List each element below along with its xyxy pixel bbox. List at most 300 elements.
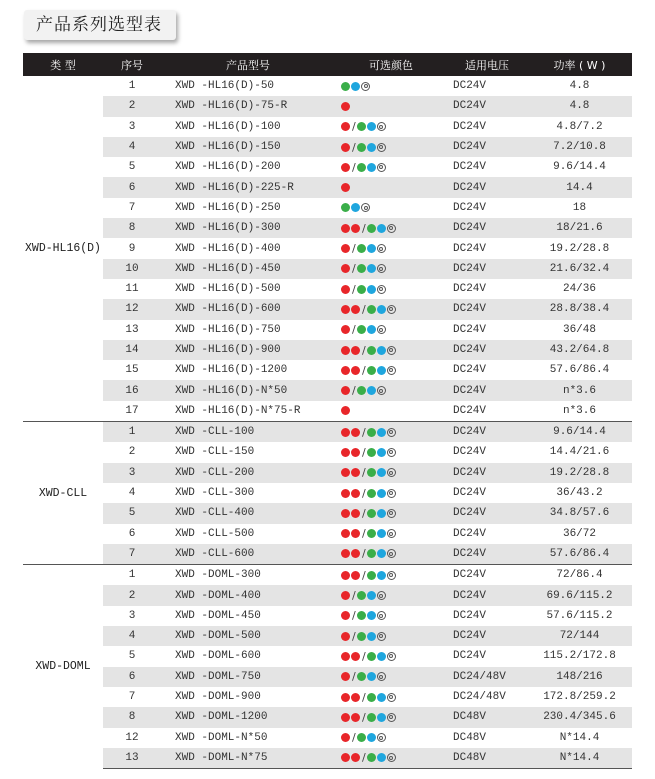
red-color-dot (351, 529, 360, 538)
row-number: 8 (103, 218, 161, 238)
model-number: XWD -HL16(D)-N*75-R (161, 401, 335, 422)
voltage: DC48V (447, 707, 527, 727)
color-separator: / (362, 710, 366, 724)
color-options (335, 76, 447, 96)
row-number: 13 (103, 320, 161, 340)
table-row (23, 707, 632, 727)
color-options (335, 606, 447, 626)
voltage: DC24V (447, 117, 527, 137)
red-color-dot (341, 366, 350, 375)
row-number: 6 (103, 524, 161, 544)
color-separator: / (352, 589, 356, 603)
table-row (23, 606, 632, 626)
model-number: XWD -DOML-600 (161, 646, 335, 666)
white-color-ring-icon (387, 346, 396, 355)
power: 14.4 (527, 177, 632, 197)
color-options (335, 503, 447, 523)
green-color-dot (367, 448, 376, 457)
red-color-dot (341, 264, 350, 273)
white-color-ring-icon (387, 753, 396, 762)
white-color-ring-icon (387, 549, 396, 558)
blue-color-dot (367, 285, 376, 294)
red-color-dot (341, 489, 350, 498)
green-color-dot (357, 733, 366, 742)
color-options (335, 728, 447, 748)
white-color-ring-icon (377, 264, 386, 273)
color-options (335, 748, 447, 769)
power: 28.8/38.4 (527, 299, 632, 319)
blue-color-dot (377, 529, 386, 538)
color-separator: / (362, 302, 366, 316)
green-color-dot (357, 632, 366, 641)
color-separator: / (352, 609, 356, 623)
series-type: XWD-CLL (23, 422, 103, 565)
voltage: DC48V (447, 748, 527, 769)
white-color-ring-icon (377, 632, 386, 641)
color-separator: / (362, 486, 366, 500)
voltage: DC24V (447, 380, 527, 400)
row-number: 15 (103, 360, 161, 380)
color-options (335, 422, 447, 443)
color-separator: / (362, 649, 366, 663)
power: 69.6/115.2 (527, 585, 632, 605)
power: 72/86.4 (527, 565, 632, 586)
green-color-dot (367, 529, 376, 538)
table-row (23, 442, 632, 462)
color-options (335, 463, 447, 483)
voltage: DC24V (447, 137, 527, 157)
table-row (23, 748, 632, 769)
red-color-dot (341, 632, 350, 641)
red-color-dot (341, 733, 350, 742)
color-options (335, 401, 447, 422)
color-separator: / (362, 547, 366, 561)
red-color-dot (341, 183, 350, 192)
power: 4.8/7.2 (527, 117, 632, 137)
green-color-dot (357, 325, 366, 334)
row-number: 9 (103, 238, 161, 258)
green-color-dot (367, 428, 376, 437)
white-color-ring-icon (377, 285, 386, 294)
row-number: 4 (103, 483, 161, 503)
table-body (23, 76, 632, 769)
color-separator: / (362, 568, 366, 582)
blue-color-dot (377, 571, 386, 580)
color-options (335, 360, 447, 380)
row-number: 17 (103, 401, 161, 422)
voltage: DC24V (447, 279, 527, 299)
model-number: XWD -DOML-1200 (161, 707, 335, 727)
model-number: XWD -HL16(D)-150 (161, 137, 335, 157)
model-number: XWD -DOML-500 (161, 626, 335, 646)
color-options (335, 177, 447, 197)
table-row (23, 259, 632, 279)
color-options (335, 544, 447, 565)
white-color-ring-icon (387, 693, 396, 702)
blue-color-dot (377, 753, 386, 762)
table-row (23, 544, 632, 565)
voltage: DC24V (447, 565, 527, 586)
color-separator: / (362, 221, 366, 235)
model-number: XWD -CLL-150 (161, 442, 335, 462)
blue-color-dot (377, 489, 386, 498)
voltage: DC24/48V (447, 667, 527, 687)
row-number: 2 (103, 585, 161, 605)
table-row (23, 76, 632, 96)
white-color-ring-icon (377, 386, 386, 395)
red-color-dot (341, 753, 350, 762)
series-type: XWD-DOML (23, 565, 103, 769)
header-no: 序号 (103, 53, 161, 76)
color-separator: / (362, 690, 366, 704)
red-color-dot (341, 529, 350, 538)
red-color-dot (341, 549, 350, 558)
model-number: XWD -DOML-450 (161, 606, 335, 626)
red-color-dot (351, 652, 360, 661)
color-separator: / (362, 466, 366, 480)
voltage: DC24V (447, 442, 527, 462)
model-number: XWD -HL16(D)-750 (161, 320, 335, 340)
table-row (23, 218, 632, 238)
green-color-dot (341, 82, 350, 91)
row-number: 12 (103, 299, 161, 319)
model-number: XWD -HL16(D)-100 (161, 117, 335, 137)
blue-color-dot (377, 468, 386, 477)
red-color-dot (351, 448, 360, 457)
power: 72/144 (527, 626, 632, 646)
table-row (23, 463, 632, 483)
red-color-dot (341, 143, 350, 152)
green-color-dot (357, 122, 366, 131)
red-color-dot (341, 285, 350, 294)
white-color-ring-icon (387, 529, 396, 538)
model-number: XWD -CLL-200 (161, 463, 335, 483)
color-separator: / (352, 384, 356, 398)
row-number: 12 (103, 728, 161, 748)
table-row (23, 137, 632, 157)
red-color-dot (341, 509, 350, 518)
color-options (335, 117, 447, 137)
power: 24/36 (527, 279, 632, 299)
white-color-ring-icon (387, 468, 396, 477)
model-number: XWD -HL16(D)-75-R (161, 96, 335, 116)
header-model: 产品型号 (161, 53, 335, 76)
blue-color-dot (351, 203, 360, 212)
series-type: XWD-HL16(D) (23, 76, 103, 422)
green-color-dot (367, 366, 376, 375)
row-number: 3 (103, 606, 161, 626)
white-color-ring-icon (387, 652, 396, 661)
power: 9.6/14.4 (527, 422, 632, 443)
white-color-ring-icon (377, 591, 386, 600)
table-row (23, 401, 632, 422)
red-color-dot (341, 571, 350, 580)
row-number: 1 (103, 76, 161, 96)
voltage: DC24V (447, 463, 527, 483)
blue-color-dot (367, 591, 376, 600)
red-color-dot (351, 713, 360, 722)
voltage: DC24V (447, 259, 527, 279)
table-row (23, 238, 632, 258)
red-color-dot (341, 244, 350, 253)
table-row (23, 565, 632, 586)
color-options (335, 626, 447, 646)
row-number: 10 (103, 259, 161, 279)
power: 115.2/172.8 (527, 646, 632, 666)
red-color-dot (351, 489, 360, 498)
header-colors: 可选颜色 (335, 53, 447, 76)
green-color-dot (367, 224, 376, 233)
row-number: 2 (103, 96, 161, 116)
model-number: XWD -DOML-750 (161, 667, 335, 687)
white-color-ring-icon (377, 143, 386, 152)
color-separator: / (352, 282, 356, 296)
table-row (23, 626, 632, 646)
white-color-ring-icon (387, 428, 396, 437)
white-color-ring-icon (387, 224, 396, 233)
power: 148/216 (527, 667, 632, 687)
blue-color-dot (367, 611, 376, 620)
table-row (23, 157, 632, 177)
voltage: DC24V (447, 177, 527, 197)
red-color-dot (341, 672, 350, 681)
blue-color-dot (367, 672, 376, 681)
header-type: 类 型 (23, 53, 103, 76)
voltage: DC24V (447, 157, 527, 177)
power: n*3.6 (527, 380, 632, 400)
green-color-dot (357, 143, 366, 152)
table-row (23, 483, 632, 503)
table-row (23, 422, 632, 443)
white-color-ring-icon (361, 82, 370, 91)
color-options (335, 340, 447, 360)
blue-color-dot (377, 652, 386, 661)
color-options (335, 687, 447, 707)
blue-color-dot (377, 346, 386, 355)
green-color-dot (367, 549, 376, 558)
color-options (335, 524, 447, 544)
voltage: DC24V (447, 606, 527, 626)
row-number: 6 (103, 177, 161, 197)
model-number: XWD -HL16(D)-450 (161, 259, 335, 279)
green-color-dot (367, 713, 376, 722)
voltage: DC24V (447, 524, 527, 544)
color-separator: / (352, 140, 356, 154)
voltage: DC24V (447, 544, 527, 565)
power: N*14.4 (527, 748, 632, 769)
red-color-dot (351, 571, 360, 580)
voltage: DC24V (447, 96, 527, 116)
color-options (335, 646, 447, 666)
color-options (335, 585, 447, 605)
model-number: XWD -HL16(D)-200 (161, 157, 335, 177)
voltage: DC24V (447, 299, 527, 319)
white-color-ring-icon (377, 122, 386, 131)
color-options (335, 299, 447, 319)
model-number: XWD -HL16(D)-1200 (161, 360, 335, 380)
model-number: XWD -DOML-900 (161, 687, 335, 707)
white-color-ring-icon (377, 163, 386, 172)
voltage: DC24V (447, 401, 527, 422)
voltage: DC24V (447, 483, 527, 503)
blue-color-dot (377, 305, 386, 314)
power: 9.6/14.4 (527, 157, 632, 177)
color-options (335, 198, 447, 218)
red-color-dot (351, 224, 360, 233)
white-color-ring-icon (377, 244, 386, 253)
power: 19.2/28.8 (527, 463, 632, 483)
table-row (23, 524, 632, 544)
red-color-dot (341, 652, 350, 661)
color-options (335, 218, 447, 238)
blue-color-dot (351, 82, 360, 91)
power: 43.2/64.8 (527, 340, 632, 360)
model-number: XWD -HL16(D)-300 (161, 218, 335, 238)
green-color-dot (367, 571, 376, 580)
model-number: XWD -HL16(D)-250 (161, 198, 335, 218)
white-color-ring-icon (361, 203, 370, 212)
model-number: XWD -DOML-400 (161, 585, 335, 605)
red-color-dot (341, 428, 350, 437)
table-row (23, 380, 632, 400)
power: 18 (527, 198, 632, 218)
red-color-dot (341, 102, 350, 111)
white-color-ring-icon (377, 733, 386, 742)
red-color-dot (341, 346, 350, 355)
green-color-dot (357, 163, 366, 172)
red-color-dot (341, 224, 350, 233)
model-number: XWD -CLL-100 (161, 422, 335, 443)
red-color-dot (351, 428, 360, 437)
blue-color-dot (377, 713, 386, 722)
row-number: 11 (103, 279, 161, 299)
row-number: 5 (103, 157, 161, 177)
power: 14.4/21.6 (527, 442, 632, 462)
row-number: 2 (103, 442, 161, 462)
color-separator: / (362, 527, 366, 541)
power: N*14.4 (527, 728, 632, 748)
row-number: 3 (103, 117, 161, 137)
red-color-dot (341, 448, 350, 457)
power: 36/43.2 (527, 483, 632, 503)
power: 36/72 (527, 524, 632, 544)
color-separator: / (362, 751, 366, 765)
red-color-dot (341, 611, 350, 620)
power: 34.8/57.6 (527, 503, 632, 523)
power: 57.6/86.4 (527, 544, 632, 565)
green-color-dot (357, 672, 366, 681)
green-color-dot (367, 693, 376, 702)
color-separator: / (362, 363, 366, 377)
white-color-ring-icon (387, 448, 396, 457)
model-number: XWD -CLL-400 (161, 503, 335, 523)
white-color-ring-icon (387, 489, 396, 498)
color-separator: / (352, 160, 356, 174)
power: 4.8 (527, 76, 632, 96)
white-color-ring-icon (387, 305, 396, 314)
color-options (335, 707, 447, 727)
red-color-dot (341, 591, 350, 600)
green-color-dot (367, 509, 376, 518)
model-number: XWD -DOML-300 (161, 565, 335, 586)
blue-color-dot (377, 428, 386, 437)
green-color-dot (357, 285, 366, 294)
table-row (23, 340, 632, 360)
power: 21.6/32.4 (527, 259, 632, 279)
green-color-dot (357, 386, 366, 395)
white-color-ring-icon (387, 713, 396, 722)
white-color-ring-icon (387, 571, 396, 580)
color-options (335, 238, 447, 258)
model-number: XWD -DOML-N*50 (161, 728, 335, 748)
model-number: XWD -HL16(D)-900 (161, 340, 335, 360)
color-options (335, 565, 447, 586)
red-color-dot (341, 713, 350, 722)
red-color-dot (351, 366, 360, 375)
color-separator: / (352, 323, 356, 337)
table-row (23, 299, 632, 319)
table-row (23, 646, 632, 666)
red-color-dot (341, 163, 350, 172)
red-color-dot (341, 468, 350, 477)
voltage: DC24V (447, 646, 527, 666)
row-number: 3 (103, 463, 161, 483)
table-row (23, 117, 632, 137)
green-color-dot (367, 652, 376, 661)
blue-color-dot (367, 733, 376, 742)
blue-color-dot (377, 366, 386, 375)
blue-color-dot (367, 244, 376, 253)
voltage: DC24V (447, 503, 527, 523)
white-color-ring-icon (377, 611, 386, 620)
power: 36/48 (527, 320, 632, 340)
color-options (335, 96, 447, 116)
table-row (23, 96, 632, 116)
table-row (23, 728, 632, 748)
page-title: 产品系列选型表 (24, 10, 176, 40)
voltage: DC24V (447, 198, 527, 218)
blue-color-dot (377, 448, 386, 457)
table-row (23, 279, 632, 299)
table-row (23, 667, 632, 687)
color-separator: / (362, 445, 366, 459)
row-number: 5 (103, 503, 161, 523)
color-options (335, 442, 447, 462)
table-row (23, 198, 632, 218)
red-color-dot (351, 468, 360, 477)
green-color-dot (357, 244, 366, 253)
table-row (23, 177, 632, 197)
voltage: DC24V (447, 218, 527, 238)
model-number: XWD -CLL-600 (161, 544, 335, 565)
green-color-dot (357, 591, 366, 600)
power: 57.6/115.2 (527, 606, 632, 626)
voltage: DC24V (447, 360, 527, 380)
model-number: XWD -HL16(D)-500 (161, 279, 335, 299)
model-number: XWD -CLL-500 (161, 524, 335, 544)
red-color-dot (351, 305, 360, 314)
green-color-dot (367, 305, 376, 314)
row-number: 16 (103, 380, 161, 400)
table-row (23, 585, 632, 605)
blue-color-dot (367, 325, 376, 334)
color-options (335, 667, 447, 687)
row-number: 6 (103, 667, 161, 687)
green-color-dot (367, 753, 376, 762)
color-separator: / (352, 262, 356, 276)
blue-color-dot (367, 163, 376, 172)
green-color-dot (367, 346, 376, 355)
